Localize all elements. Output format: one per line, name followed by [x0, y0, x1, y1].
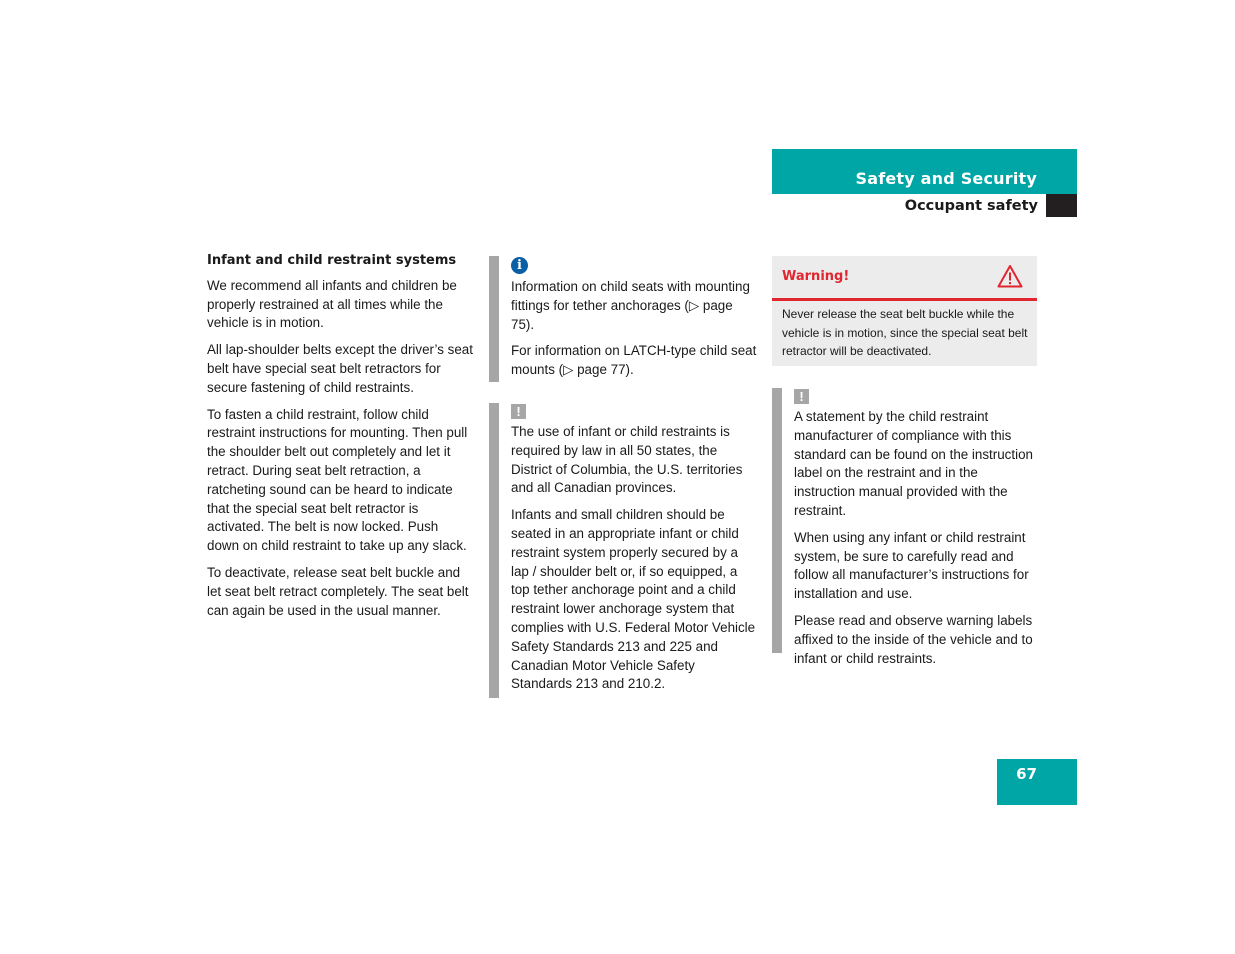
- paragraph: To fasten a child restraint, follow child restraint instructions for mounting. Then pull the shoulder belt out completely and let it retract. During seat belt retraction, a ratcheting sound can be heard to indicate that the special seat belt retractor is activated. The belt is now locked. Push down on child restraint to take up any slack.: [207, 406, 468, 554]
- note-paragraph: A statement by the child restraint manufacturer of compliance with this standard can be found on the instruction label on the restraint and in the instruction manual provided with the restraint.: [794, 409, 1033, 518]
- info-note: [489, 256, 759, 382]
- thumb-tab: [1046, 194, 1077, 217]
- warning-label: Warning!: [782, 269, 850, 284]
- warning-triangle-icon: [997, 264, 1023, 288]
- section-heading: Infant and child restraint systems: [207, 253, 457, 268]
- note-bar: [489, 256, 499, 382]
- paragraph: We recommend all infants and children be properly restrained at all times while the vehicle is in motion.: [207, 277, 457, 331]
- warning-header: [772, 256, 1037, 301]
- note-bar: [489, 403, 499, 698]
- exclamation-icon: !: [511, 404, 526, 419]
- note-paragraph: When using any infant or child restraint system, be sure to carefully read and follow all manufacturer’s instructions for installation and use.: [794, 529, 1029, 602]
- section-header-band: [772, 149, 1077, 194]
- note-paragraph: For information on LATCH-type child seat mounts (▷ page 77).: [511, 343, 757, 378]
- page-number: 67: [1016, 765, 1037, 783]
- page-number-box: [997, 759, 1077, 805]
- note-middle: [489, 403, 759, 698]
- note-paragraph: Information on child seats with mounting fittings for tether anchorages (▷ page 75).: [511, 279, 750, 332]
- subsection-title: Occupant safety: [904, 198, 1038, 214]
- info-icon: i: [511, 257, 528, 274]
- exclamation-icon: !: [794, 389, 809, 404]
- note-paragraph: The use of infant or child restraints is required by law in all 50 states, the District of Columbia, the U.S. territories and all Canadian provinces.: [511, 424, 743, 496]
- paragraph: To deactivate, release seat belt buckle and let seat belt retract completely. The seat belt can again be used in the usual manner.: [207, 564, 469, 618]
- note-bar: [772, 388, 782, 653]
- note-paragraph: Infants and small children should be seated in an appropriate infant or child restraint system properly secured by a lap / shoulder belt or, if so equipped, a top tether anchorage point and a child restraint lower anchorage system that complies with U.S. Federal Motor Vehicle Safety Standards 213 and 225 and Canadian Motor Vehicle Safety Standards 213 and 210.2.: [511, 507, 756, 692]
- note-paragraph: Please read and observe warning labels affixed to the inside of the vehicle and to infant or child restraints.: [794, 612, 1033, 666]
- warning-box: [772, 256, 1037, 366]
- section-title: Safety and Security: [855, 169, 1037, 188]
- note-right: [772, 388, 1042, 666]
- main-column: [207, 252, 473, 628]
- warning-text: Never release the seat belt buckle while the vehicle is in motion, since the special seat belt retractor will be deactivated.: [782, 307, 1028, 358]
- paragraph: All lap-shoulder belts except the driver’s seat belt have special seat belt retractors for secure fastening of child restraints.: [207, 342, 473, 395]
